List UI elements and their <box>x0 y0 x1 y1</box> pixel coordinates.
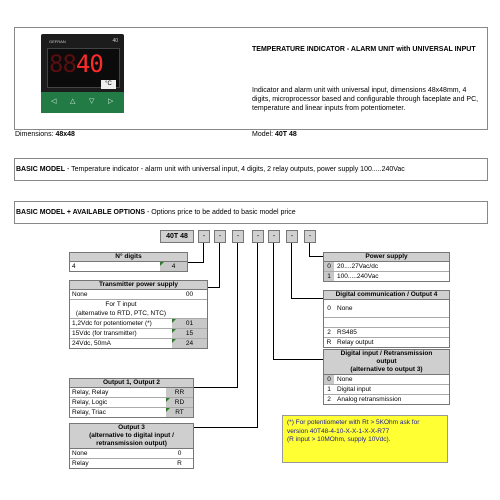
table-row[interactable]: Relay, Triac RT <box>70 408 193 417</box>
device-key-up-icon: △ <box>70 98 76 105</box>
table-title: N° digits <box>70 253 187 262</box>
connector <box>207 287 220 288</box>
table-title: Power supply <box>324 253 449 262</box>
table-row[interactable]: 15Vdc (for transmitter) 15 <box>70 329 207 339</box>
connector <box>291 298 323 299</box>
device-key-down-icon: ▽ <box>89 98 95 105</box>
code-slot-3[interactable]: - <box>232 230 244 243</box>
table-title: Output 3 (alternative to digital input / retransmission output) <box>70 424 193 449</box>
connector <box>291 243 292 298</box>
table-row[interactable]: 0 None <box>324 300 449 318</box>
table-row[interactable]: 24Vdc, 50mA 24 <box>70 339 207 348</box>
table-transmitter-power <box>69 280 208 349</box>
connector <box>187 262 204 263</box>
table-row[interactable]: R Relay output <box>324 338 449 347</box>
code-slot-1[interactable]: - <box>198 230 210 243</box>
table-title: Transmitter power supply <box>70 281 207 290</box>
connector <box>257 243 258 427</box>
table-row[interactable]: None 0 <box>70 449 193 459</box>
dimensions: Dimensions: 48x48 <box>15 131 75 138</box>
connector <box>309 243 310 256</box>
table-digital-communication <box>323 290 450 348</box>
code-slot-7[interactable]: - <box>304 230 316 243</box>
table-row[interactable]: 1 Digital input <box>324 385 449 395</box>
table-row[interactable]: Relay, Relay RR <box>70 388 193 398</box>
connector <box>193 427 258 428</box>
table-title: Output 1, Output 2 <box>70 379 193 388</box>
model: Model: 40T 48 <box>252 131 297 138</box>
connector <box>237 243 238 387</box>
table-digital-input <box>323 349 450 405</box>
table-row: (alternative to RTD, PTC, NTC) <box>70 309 207 319</box>
device-brand: GEFRAN <box>49 39 66 44</box>
connector <box>193 387 238 388</box>
product-description: Indicator and alarm unit with universal input, dimensions 48x48mm, 4 digits, microprocessor based and configurable through faceplate and PC, temperature and linear inputs from potentiometer. <box>252 87 479 112</box>
table-row[interactable]: Relay R <box>70 459 193 468</box>
table-title: Digital input / Retransmission output (alternative to output 3) <box>324 350 449 375</box>
connector <box>273 243 274 359</box>
device-digits: 8840 <box>49 50 103 78</box>
table-row[interactable]: 2 RS485 <box>324 328 449 338</box>
table-row[interactable]: 4 4 <box>70 262 187 271</box>
options-text: BASIC MODEL + AVAILABLE OPTIONS - Options price to be added to basic model price <box>16 209 296 216</box>
connector <box>273 359 323 360</box>
table-row[interactable]: 0 None <box>324 375 449 385</box>
table-row: For T input <box>105 301 137 308</box>
code-base: 40T 48 <box>160 230 194 243</box>
table-output-1-2 <box>69 378 194 418</box>
connector <box>203 243 204 262</box>
code-slot-4[interactable]: - <box>252 230 264 243</box>
table-row[interactable]: 1 100.....240Vac <box>324 272 449 281</box>
product-title: TEMPERATURE INDICATOR - ALARM UNIT with UNIVERSAL INPUT <box>252 46 476 53</box>
code-slot-5[interactable]: - <box>268 230 280 243</box>
basic-model-text: BASIC MODEL - Temperature indicator - alarm unit with universal input, 4 digits, 2 relay outputs, power supply 100.....240Vac <box>16 166 405 173</box>
device-model: 40 <box>112 38 118 44</box>
table-row[interactable]: 2 Analog retransmission <box>324 395 449 404</box>
table-row[interactable]: 1,2Vdc for potentiometer (*) 01 <box>70 319 207 329</box>
table-row[interactable]: Relay, Logic RD <box>70 398 193 408</box>
table-n-digits <box>69 252 188 272</box>
connector <box>219 243 220 287</box>
table-output-3 <box>69 423 194 469</box>
table-row <box>324 318 449 328</box>
table-row[interactable]: 0 20....27Vac/dc <box>324 262 449 272</box>
table-power-supply <box>323 252 450 282</box>
code-slot-2[interactable]: - <box>214 230 226 243</box>
device-photo <box>41 34 124 113</box>
connector <box>309 256 323 257</box>
table-row[interactable]: None 00 <box>70 290 207 300</box>
code-slot-6[interactable]: - <box>286 230 298 243</box>
device-key-right-icon: ▷ <box>108 98 114 105</box>
device-unit: °C <box>101 80 116 89</box>
table-title: Digital communication / Output 4 <box>324 291 449 300</box>
device-key-left-icon: ◁ <box>51 98 57 105</box>
potentiometer-note: (*) For potentiometer with Rt > 5KOhm ask for version 40T48-4-10-X-X-1-X-X-R77 (R input > 10MOhm, supply 10Vdc). <box>282 415 448 463</box>
